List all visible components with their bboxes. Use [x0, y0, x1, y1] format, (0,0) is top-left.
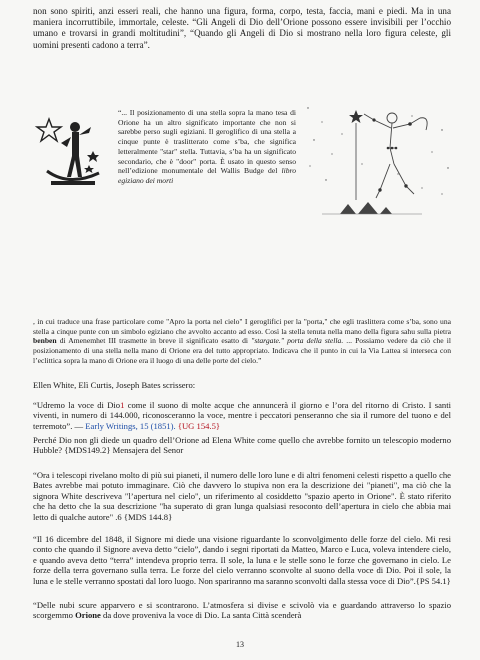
curtis-quote: “Ora i telescopi rivelano molto di più sui pianeti, il numero delle loro lune e di altri fenomeni celesti rispetto a quello che Bates avrebbe mai potuto immaginare. Ciò che davvero lo stupiva non era la descrizione dei "pianeti", ma ciò che la signora White descriveva "l’apertura nel cielo", un riferimento al cosiddetto "spazio aperto in Orione". È stato riferito che ha detto che la sua descrizione "ha superato di gran lunga qualsiasi resoconto dell’apertura in cielo che abbia mai letto di qualche autore" .6 {MDS 144.8}	[33, 470, 451, 522]
orion-constellation-illustration	[302, 104, 454, 220]
orion-star-quote-part-2	[33, 317, 451, 366]
clouds-text-1: “Delle nubi scure apparvero e si scontrarono. L’atmosfera si divise e scivolò via e guardando attraverso lo spazio scorgemmo	[33, 600, 451, 621]
ug-reference: {UG 154.5}	[175, 420, 220, 431]
clouds-quote	[33, 600, 451, 621]
orione-term: Orione	[75, 610, 101, 621]
clouds-text-2: da dove proveniva la voce di Dio. La santa Città scenderà	[100, 610, 302, 621]
footnote-marker: 1	[120, 400, 125, 410]
benben-term: benben	[33, 336, 57, 346]
stargate-term: "stargate." porta della stella.	[251, 336, 344, 346]
vision-quote: “Il 16 dicembre del 1848, il Signore mi diede una visione riguardante lo sconvolgimento delle forze del cielo. Mi resi conto che quando il Signore aveva detto “cielo”, dando i segni riportati da Matteo, Marco e Luca, voleva intendere cielo, e quando aveva detto “terra” intendeva proprio terra. Il sole, la luna e le stelle sono le forze che governano in cielo. Le forze della terra governano sulla terra. Le forze del cielo verranno sconvolte al suono della voce di Dio. Poi il sole, la luna e le stelle verranno spostati dal loro luogo. Non spariranno ma saranno sconvolti dalla stessa voce di Dio”.{PS 54.1}	[33, 534, 451, 586]
quote-text-3: di Amenemhet III trasmette in breve il significato esatto di	[59, 336, 249, 346]
intro-paragraph: non sono spiriti, anzi esseri reali, che hanno una figura, forma, corpo, testa, faccia, mani e piedi. Ma in una maniera incorruttibile, immortale, celeste. “Gli Angeli di Dio dell’Orione possono essere invisibili per l’occhio umano e trovarsi in grandi moltitudini”, “Quando gli Angeli di Dio si mostrano nella loro figura celeste, gli uomini presenti cadono a terra”.	[33, 6, 451, 50]
authors-line: Ellen White, Elì Curtis, Joseph Bates scrissero:	[33, 380, 196, 390]
ellen-white-quote	[33, 400, 451, 431]
orion-star-quote-part-1	[118, 108, 296, 186]
page-number: 13	[236, 640, 244, 649]
early-writings-link[interactable]: Early Writings, 15 (1851).	[85, 420, 176, 431]
telescope-question: Perché Dio non gli diede un quadro dell’Orione ad Elena White come quello che avrebbe fornito un telescopio moderno Hubble? {MDS149.2} Mensajera del Senor	[33, 435, 451, 456]
quote-text-2: , in cui traduce una frase particolare come "Apro la porta nel cielo" I geroglifici per la "porta," che egli traslittera come s’ba, sono una stella a cinque punte con un simbolo egiziano che avvolto accanto ad esso. Così la stella tenuta nella mano della figura sahu sulla pietra	[33, 317, 451, 336]
quote-text-4: ... Possiamo vedere da ciò che il posizionamento di una stella nella mano di Orione era del tutto appropriato. Indicava che il punto in cui la Via Lattea si interseca con l’eclittica sopra la mano di Orione era il luogo di una delle porte del cielo.”	[33, 336, 451, 365]
ew-quote-body: come il suono di molte acque che annuncerà il giorno e l’ora del ritorno di Cristo. I santi viventi, in numero di 144.000, riconosceranno la voce, mentre i peccatori penseranno che sia il rumore del tuono e del terremoto”. —	[33, 400, 451, 431]
egyptian-star-hieroglyph-illustration	[33, 113, 109, 205]
quote-text-1: “... Il posizionamento di una stella sopra la mano tesa di Orione ha un altro significato importante che non si sarebbe perso sugli egiziani. Il geroglifico di una stella a cinque punte è traslitterato come s’ba, che significa letteralmente "star" stella. Tuttavia, s’ba ha un significato secondario, che è "door" porta. È usato in questo senso nell’edizione monumentale del Wallis Budge del	[118, 108, 296, 176]
book-title: libro egiziano dei morti	[118, 166, 296, 185]
ew-quote-start: “Udremo la voce di Dio	[33, 400, 121, 410]
